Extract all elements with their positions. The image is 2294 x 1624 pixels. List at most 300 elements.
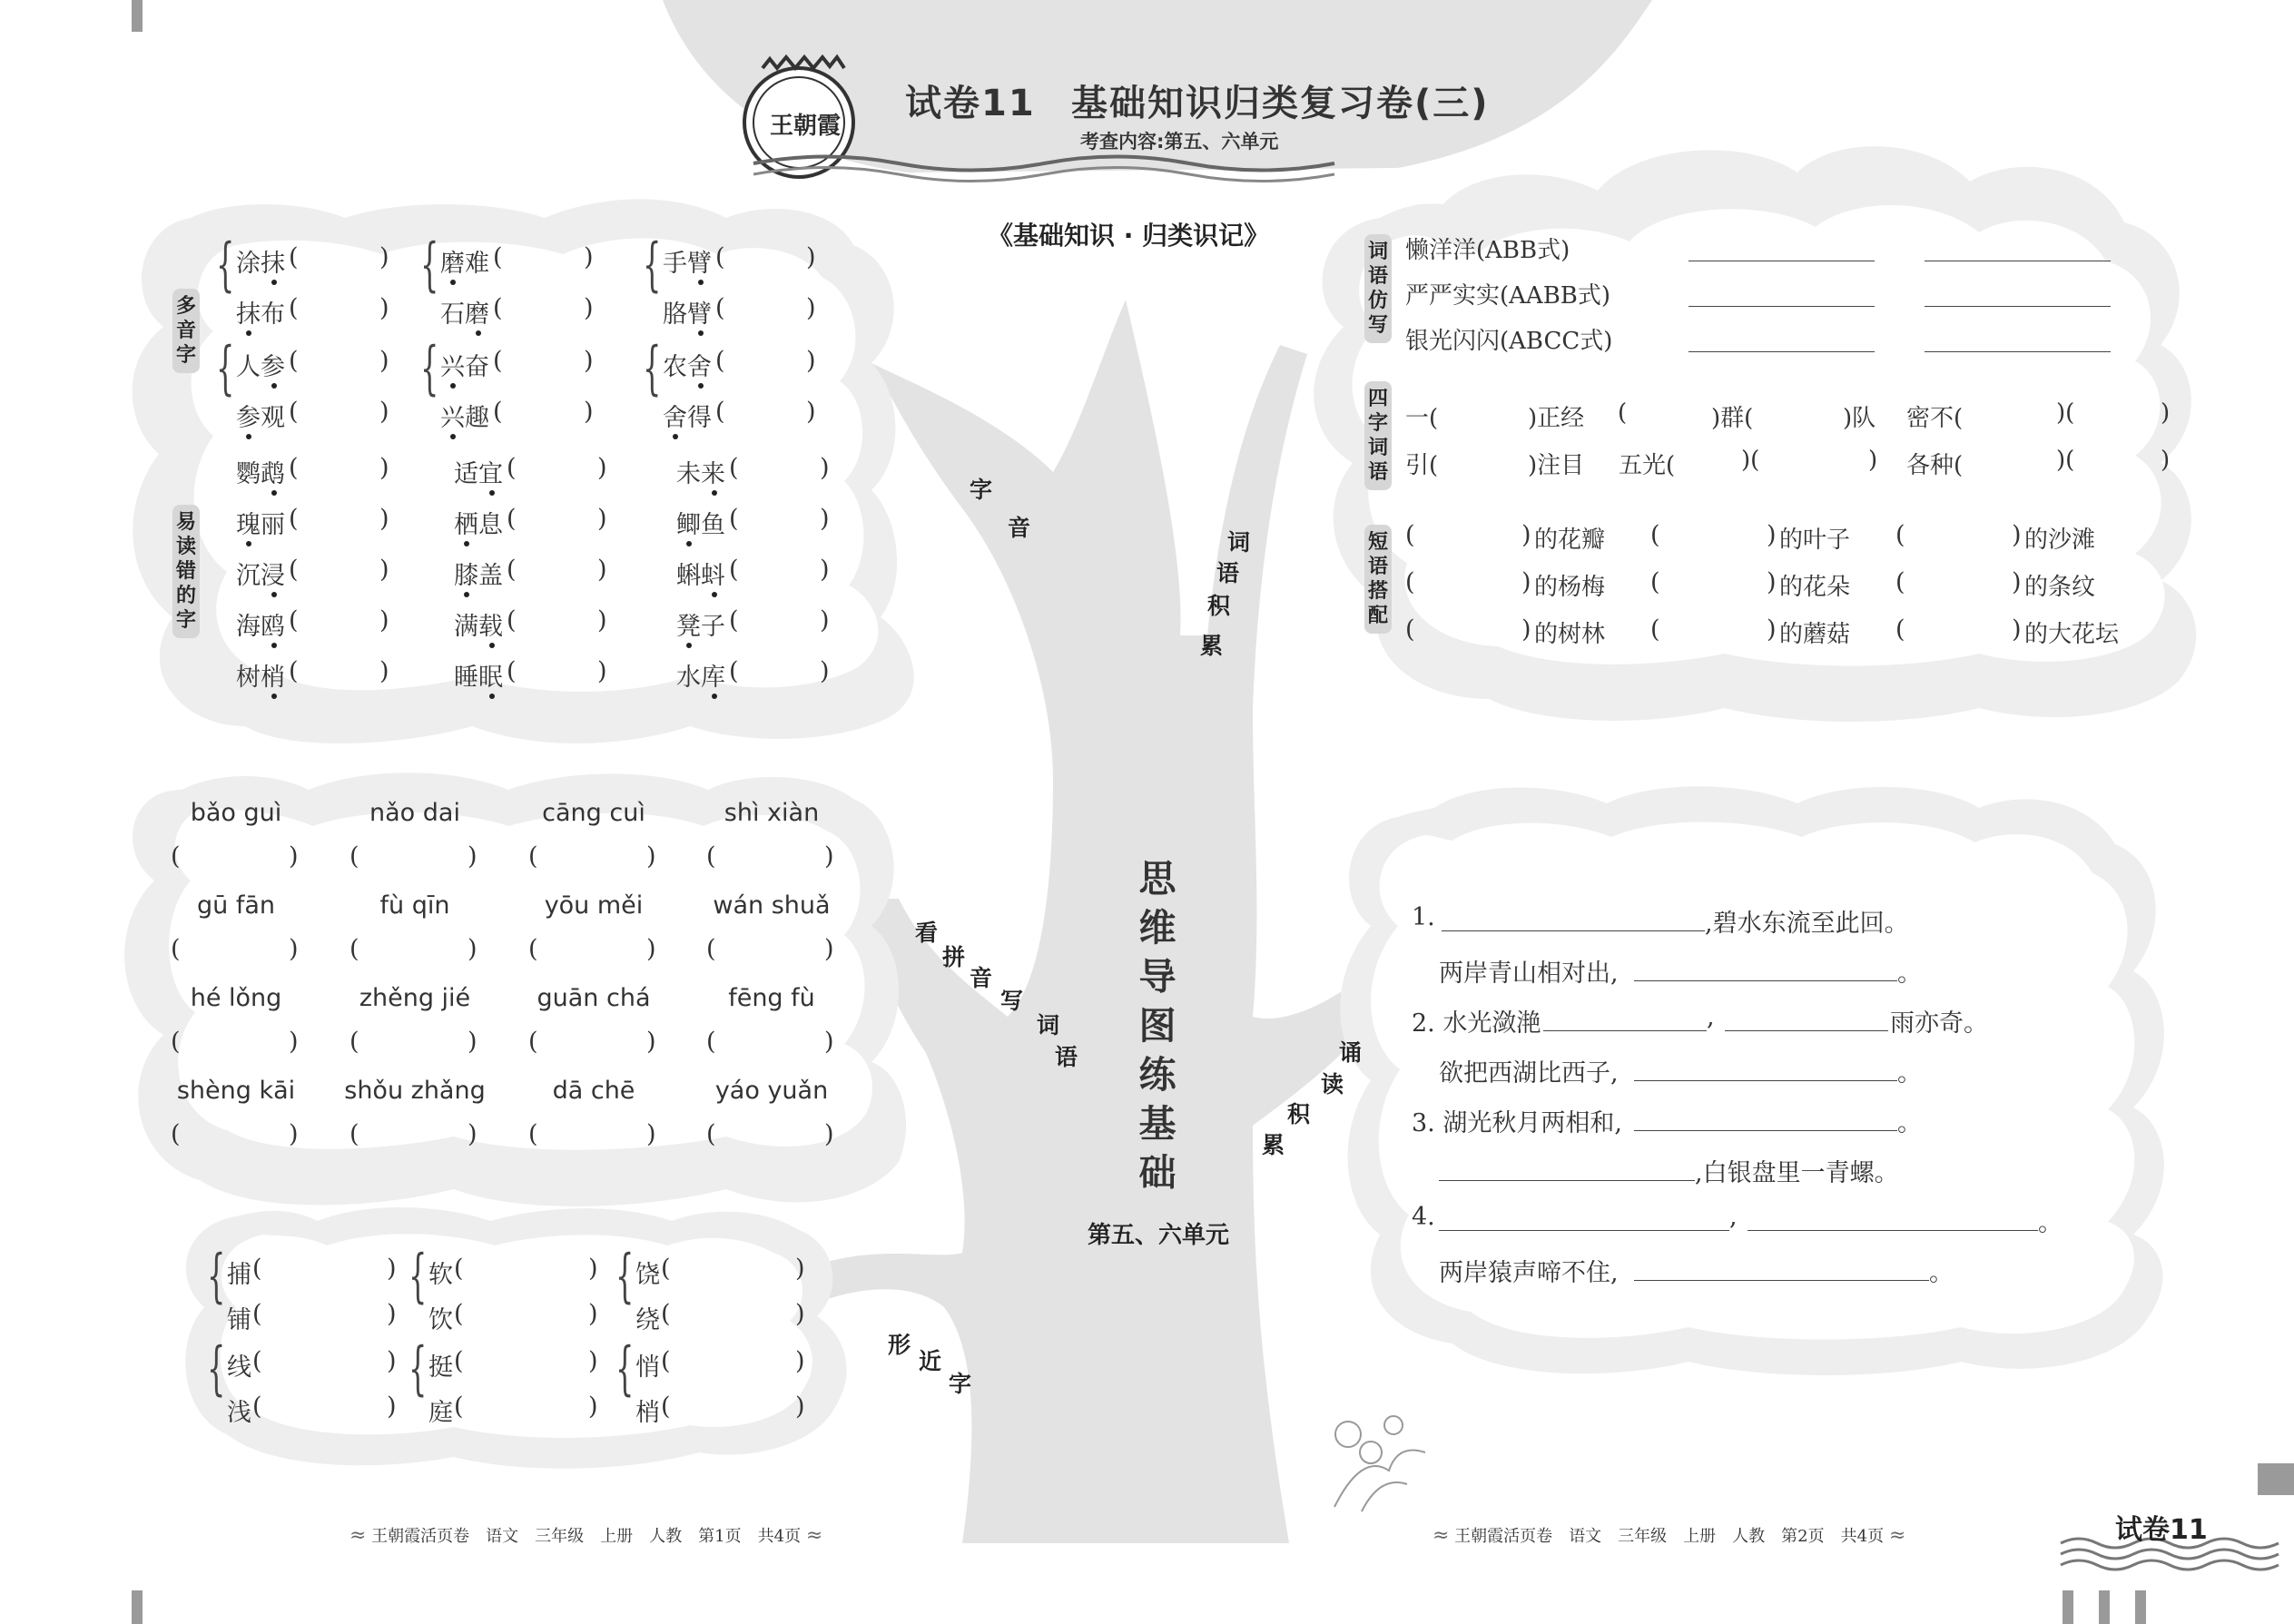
paren-open: ( — [507, 657, 517, 685]
poem-blank-2[interactable] — [1634, 980, 1897, 981]
paren-open: ( — [289, 505, 299, 533]
duanyu-phrase: 的条纹 — [2024, 574, 2096, 601]
duanyu-phrase: 的树林 — [1534, 621, 1606, 648]
sizi-ciyu-label: 四字词语 — [1364, 381, 1392, 490]
duanyu-dapei-label: 短语搭配 — [1364, 525, 1392, 634]
word-item: 瑰丽 — [236, 511, 285, 539]
paren-close: ) — [824, 842, 834, 871]
word-item: 鲫鱼 — [676, 511, 725, 539]
branch-label-char: 近 — [919, 1348, 942, 1374]
answer-blank[interactable] — [742, 559, 820, 586]
paren-close: ) — [597, 657, 607, 685]
duanyu-phrase: 的沙滩 — [2024, 527, 2096, 554]
answer-blank[interactable] — [728, 350, 806, 378]
emphasis-dot — [246, 330, 251, 336]
paren-close: ) — [468, 842, 478, 871]
sizi-row1-part: )( — [2056, 399, 2075, 427]
answer-blank[interactable] — [519, 508, 597, 536]
brace-icon: { — [207, 1335, 226, 1403]
answer-blank[interactable] — [301, 559, 379, 586]
word-item: 睡眠 — [454, 664, 503, 692]
paren-open: ( — [289, 556, 299, 584]
fangxie-prompt: 懒洋洋(ABB式) — [1405, 237, 1570, 264]
paren-close: ) — [597, 606, 607, 635]
laurel-right-icon: 》 — [1244, 221, 1270, 251]
answer-blank[interactable] — [301, 350, 379, 378]
paren-open: ( — [729, 454, 739, 482]
char-item: 挺 — [428, 1353, 453, 1382]
answer-blank[interactable] — [728, 247, 806, 274]
paren-close: ) — [1767, 568, 1777, 596]
word-item: 农舍 — [663, 353, 712, 381]
poem-line-3-end: 雨亦奇。 — [1890, 1009, 1988, 1038]
paren-open: ( — [171, 1120, 181, 1148]
poem-line-8-text: 两岸猿声啼不住, — [1439, 1259, 1619, 1287]
paren-open: ( — [528, 1028, 538, 1056]
fangxie-blank-b[interactable] — [1925, 351, 2111, 352]
answer-blank[interactable] — [742, 610, 820, 637]
yiducuo-label: 易读错的字 — [172, 505, 200, 638]
branch-label-char: 积 — [1207, 593, 1231, 619]
paren-open: ( — [289, 347, 299, 375]
paren-open: ( — [493, 398, 503, 426]
branch-label-char: 写 — [1000, 988, 1024, 1014]
pinyin-answer-blank[interactable] — [724, 939, 815, 966]
answer-blank[interactable] — [742, 661, 820, 688]
duoyinzi-label: 多音字 — [172, 289, 200, 373]
paren-open: ( — [1405, 568, 1415, 596]
paren-open: ( — [350, 1028, 359, 1056]
sizi-row1-part: )正经 — [1528, 405, 1585, 432]
fangxie-prompt: 严严实实(AABB式) — [1405, 282, 1611, 310]
paren-close: ) — [597, 556, 607, 584]
brace-icon: { — [420, 231, 439, 299]
sizi-row2-part: 各种( — [1906, 452, 1964, 479]
poem-blank-3a[interactable] — [1543, 1030, 1707, 1031]
ciyu-fangxie-label: 词语仿写 — [1364, 234, 1392, 343]
answer-blank[interactable] — [506, 350, 584, 378]
paren-close: ) — [820, 454, 830, 482]
trunk-title-char: 练 — [1138, 1053, 1177, 1097]
trunk-title-char: 图 — [1138, 1004, 1177, 1048]
pinyin-answer-blank[interactable] — [368, 939, 458, 966]
answer-blank[interactable] — [468, 1396, 586, 1423]
answer-blank[interactable] — [519, 458, 597, 485]
paren-open: ( — [454, 1300, 464, 1328]
poem-blank-6[interactable] — [1439, 1180, 1695, 1181]
word-item: 海鸥 — [236, 613, 285, 641]
paren-open: ( — [1895, 615, 1905, 644]
paren-close: ) — [646, 1028, 656, 1056]
answer-blank[interactable] — [728, 298, 806, 325]
pinyin-answer-blank[interactable] — [368, 1031, 458, 1058]
answer-blank[interactable] — [468, 1304, 586, 1331]
branch-label-char: 积 — [1287, 1101, 1311, 1127]
brace-icon: { — [615, 1335, 635, 1403]
answer-blank[interactable] — [301, 458, 379, 485]
paper-number: 试卷11 — [905, 83, 1036, 124]
paren-close: ) — [468, 1028, 478, 1056]
page-title: 基础知识归类复习卷(三) — [1071, 83, 1490, 124]
emphasis-dot — [271, 643, 277, 648]
paren-close: ) — [387, 1255, 397, 1283]
branch-label-char: 累 — [1200, 633, 1224, 659]
wave-icon: ≈ — [1888, 1524, 1906, 1547]
answer-blank[interactable] — [506, 401, 584, 428]
brace-icon: { — [216, 335, 235, 402]
word-item: 兴趣 — [440, 404, 489, 432]
answer-blank[interactable] — [675, 1351, 793, 1378]
brace-icon: { — [643, 335, 662, 402]
trunk-title-char: 础 — [1138, 1151, 1177, 1195]
poem-line-6-text: ,白银盘里一青螺。 — [1695, 1159, 1899, 1187]
page-subtitle: 考查内容:第五、六单元 — [1080, 131, 1279, 153]
pinyin-prompt: cāng cuì — [542, 799, 645, 827]
word-item: 满载 — [454, 613, 503, 641]
char-item: 绕 — [635, 1306, 660, 1334]
word-item: 栖息 — [454, 511, 503, 539]
poem-blank-8[interactable] — [1634, 1280, 1929, 1281]
duanyu-phrase: 的杨梅 — [1534, 574, 1606, 601]
branch-label-char: 词 — [1227, 529, 1251, 556]
pinyin-answer-blank[interactable] — [189, 939, 280, 966]
poem-blank-7a[interactable] — [1439, 1230, 1729, 1231]
paren-open: ( — [661, 1393, 671, 1421]
paren-open: ( — [252, 1300, 262, 1328]
trunk-title-char: 维 — [1138, 906, 1177, 950]
paren-close: ) — [646, 935, 656, 963]
emphasis-dot — [698, 330, 704, 336]
paren-open: ( — [729, 657, 739, 685]
wave-icon: ≈ — [350, 1524, 367, 1547]
fangxie-blank-a[interactable] — [1689, 306, 1875, 307]
paren-open: ( — [350, 842, 359, 871]
paren-open: ( — [1895, 521, 1905, 549]
char-item: 线 — [227, 1353, 251, 1382]
paren-open: ( — [493, 243, 503, 271]
paren-close: ) — [1521, 615, 1531, 644]
duanyu-phrase: 的花瓣 — [1534, 527, 1606, 554]
pinyin-answer-blank[interactable] — [368, 846, 458, 873]
paren-open: ( — [715, 243, 725, 271]
trunk-title-char: 导 — [1138, 955, 1177, 999]
paren-close: ) — [387, 1300, 397, 1328]
pinyin-prompt: fù qīn — [379, 891, 450, 920]
paren-close: ) — [646, 842, 656, 871]
paren-open: ( — [454, 1255, 464, 1283]
answer-blank[interactable] — [675, 1304, 793, 1331]
pinyin-answer-blank[interactable] — [368, 1124, 458, 1151]
emphasis-dot — [686, 541, 692, 546]
pinyin-answer-blank[interactable] — [724, 1124, 815, 1151]
paren-close: ) — [584, 294, 594, 322]
answer-blank[interactable] — [675, 1258, 793, 1285]
sizi-row2-part: )( — [1741, 447, 1760, 474]
paren-close: ) — [1767, 615, 1777, 644]
emphasis-dot — [698, 280, 704, 285]
poem-line-7-comma: , — [1729, 1203, 1738, 1231]
sizi-row2-part: 引( — [1405, 452, 1439, 479]
paren-close: ) — [795, 1393, 805, 1421]
answer-blank[interactable] — [506, 247, 584, 274]
poem-line-5-text: 3. 湖光秋月两相和, — [1412, 1109, 1622, 1137]
pinyin-answer-blank[interactable] — [189, 1124, 280, 1151]
word-item: 沉浸 — [236, 562, 285, 590]
answer-blank[interactable] — [742, 458, 820, 485]
paren-close: ) — [584, 243, 594, 271]
poem-blank-5[interactable] — [1634, 1130, 1897, 1131]
paren-open: ( — [507, 505, 517, 533]
answer-blank[interactable] — [267, 1258, 385, 1285]
footer-left: ≈ 王朝霞活页卷 语文 三年级 上册 人教 第1页 共4页 ≈ — [350, 1524, 823, 1547]
paren-close: ) — [387, 1347, 397, 1375]
paren-close: ) — [2012, 521, 2022, 549]
branch-label-char: 读 — [1321, 1071, 1344, 1097]
word-item: 参观 — [236, 404, 285, 432]
answer-blank[interactable] — [301, 661, 379, 688]
poem-line-4-text: 欲把西湖比西子, — [1439, 1059, 1619, 1088]
sizi-row2-part: ) — [1868, 447, 1878, 474]
emphasis-dot — [712, 592, 717, 597]
emphasis-dot — [464, 541, 469, 546]
pinyin-prompt: yōu měi — [544, 891, 644, 920]
paren-open: ( — [1650, 521, 1660, 549]
poem-blank-1[interactable] — [1442, 930, 1705, 931]
branch-label-char: 诵 — [1339, 1039, 1363, 1066]
paren-close: ) — [379, 505, 389, 533]
paren-open: ( — [171, 935, 181, 963]
emphasis-dot — [271, 280, 277, 285]
emphasis-dot — [271, 592, 277, 597]
answer-blank[interactable] — [301, 401, 379, 428]
duanyu-phrase: 的大花坛 — [2024, 621, 2120, 648]
paren-close: ) — [588, 1255, 598, 1283]
paren-close: ) — [820, 556, 830, 584]
brace-icon: { — [615, 1243, 635, 1310]
char-item: 浅 — [227, 1399, 251, 1427]
branch-label-char: 字 — [970, 477, 993, 503]
laurel-left-icon: 《 — [988, 221, 1014, 251]
paren-close: ) — [820, 606, 830, 635]
pinyin-prompt: nǎo dai — [369, 799, 460, 827]
answer-blank[interactable] — [267, 1304, 385, 1331]
paren-open: ( — [454, 1393, 464, 1421]
word-item: 手臂 — [663, 250, 712, 278]
paren-close: ) — [468, 935, 478, 963]
pinyin-answer-blank[interactable] — [546, 846, 637, 873]
paren-open: ( — [252, 1255, 262, 1283]
paren-open: ( — [1405, 521, 1415, 549]
emphasis-dot — [686, 643, 692, 648]
paren-open: ( — [661, 1300, 671, 1328]
pinyin-answer-blank[interactable] — [546, 1124, 637, 1151]
paren-close: ) — [1521, 521, 1531, 549]
paren-open: ( — [715, 347, 725, 375]
paren-open: ( — [350, 1120, 359, 1148]
poem-line-8-end: 。 — [1929, 1259, 1954, 1287]
word-item: 涂抹 — [236, 250, 285, 278]
paren-close: ) — [806, 347, 816, 375]
paren-close: ) — [379, 657, 389, 685]
answer-blank[interactable] — [675, 1396, 793, 1423]
brace-icon: { — [216, 231, 235, 299]
sizi-row1-part: )队 — [1843, 405, 1876, 432]
poem-blank-7b[interactable] — [1748, 1230, 2038, 1231]
answer-blank[interactable] — [267, 1351, 385, 1378]
paren-open: ( — [289, 243, 299, 271]
branch-label-char: 语 — [1055, 1044, 1078, 1070]
trunk-title-char: 基 — [1138, 1102, 1177, 1146]
word-item: 树梢 — [236, 664, 285, 692]
paren-close: ) — [379, 243, 389, 271]
emphasis-dot — [271, 694, 277, 699]
paren-close: ) — [646, 1120, 656, 1148]
sizi-row1-part: 一( — [1405, 405, 1439, 432]
answer-blank[interactable] — [728, 401, 806, 428]
emphasis-dot — [673, 434, 678, 439]
logo-text: 王朝霞 — [770, 113, 842, 140]
word-item: 人参 — [236, 353, 285, 381]
brace-icon: { — [420, 335, 439, 402]
poem-line-7-end: 。 — [2038, 1209, 2063, 1237]
paren-close: ) — [795, 1255, 805, 1283]
duanyu-phrase: 的叶子 — [1779, 527, 1851, 554]
paren-open: ( — [715, 398, 725, 426]
poem-line-5-end: 。 — [1897, 1109, 1922, 1137]
poem-blank-4[interactable] — [1634, 1080, 1897, 1081]
paren-close: ) — [1767, 521, 1777, 549]
branch-label-char: 字 — [949, 1371, 972, 1397]
poem-line-7-num: 4. — [1412, 1203, 1435, 1231]
answer-blank[interactable] — [519, 610, 597, 637]
paren-open: ( — [289, 606, 299, 635]
paper-badge: 试卷11 — [2115, 1514, 2208, 1546]
paren-close: ) — [379, 606, 389, 635]
paren-open: ( — [661, 1255, 671, 1283]
paren-open: ( — [1650, 568, 1660, 596]
answer-blank[interactable] — [267, 1396, 385, 1423]
fangxie-blank-a[interactable] — [1689, 351, 1875, 352]
paren-open: ( — [507, 556, 517, 584]
paren-open: ( — [171, 842, 181, 871]
poem-line-2-end: 。 — [1897, 960, 1922, 988]
pinyin-prompt: shì xiàn — [724, 799, 820, 827]
answer-blank[interactable] — [301, 610, 379, 637]
paren-close: ) — [824, 1028, 834, 1056]
char-item: 悄 — [635, 1353, 660, 1382]
paren-open: ( — [350, 935, 359, 963]
paren-open: ( — [528, 842, 538, 871]
poem-line-1-num: 1. — [1412, 903, 1435, 931]
word-item: 抹布 — [236, 300, 285, 329]
char-item: 铺 — [227, 1306, 251, 1334]
answer-blank[interactable] — [468, 1351, 586, 1378]
poem-line-4-end: 。 — [1897, 1059, 1922, 1088]
paren-close: ) — [597, 454, 607, 482]
paren-close: ) — [820, 657, 830, 685]
answer-blank[interactable] — [468, 1258, 586, 1285]
paren-open: ( — [507, 454, 517, 482]
paren-open: ( — [171, 1028, 181, 1056]
emphasis-dot — [450, 280, 456, 285]
pinyin-prompt: shǒu zhǎng — [344, 1077, 486, 1105]
answer-blank[interactable] — [301, 508, 379, 536]
brace-icon: { — [409, 1335, 428, 1403]
branch-label-char: 看 — [915, 920, 939, 946]
emphasis-dot — [489, 643, 495, 648]
emphasis-dot — [246, 434, 251, 439]
wave-icon: ≈ — [805, 1524, 823, 1547]
paren-close: ) — [597, 505, 607, 533]
paren-open: ( — [528, 935, 538, 963]
pinyin-prompt: wán shuǎ — [713, 891, 831, 920]
char-item: 庭 — [428, 1399, 453, 1427]
paren-open: ( — [289, 294, 299, 322]
word-item: 适宜 — [454, 460, 503, 488]
pinyin-answer-blank[interactable] — [189, 846, 280, 873]
paren-open: ( — [454, 1347, 464, 1375]
answer-blank[interactable] — [301, 247, 379, 274]
paren-open: ( — [706, 1120, 716, 1148]
paren-open: ( — [289, 454, 299, 482]
paren-open: ( — [289, 398, 299, 426]
word-item: 蝌蚪 — [676, 562, 725, 590]
paren-close: ) — [584, 347, 594, 375]
branch-label-char: 累 — [1262, 1132, 1285, 1158]
answer-blank[interactable] — [519, 559, 597, 586]
paren-open: ( — [706, 1028, 716, 1056]
pinyin-answer-blank[interactable] — [724, 846, 815, 873]
word-item: 兴奋 — [440, 353, 489, 381]
emphasis-dot — [489, 490, 495, 496]
branch-label-char: 语 — [1216, 560, 1240, 586]
paren-close: ) — [588, 1300, 598, 1328]
answer-blank[interactable] — [301, 298, 379, 325]
branch-label-char: 音 — [1008, 515, 1031, 541]
branch-label-char: 音 — [970, 965, 993, 991]
sizi-row1-part: )群( — [1711, 405, 1754, 432]
paren-open: ( — [715, 294, 725, 322]
paren-close: ) — [806, 294, 816, 322]
pinyin-answer-blank[interactable] — [546, 939, 637, 966]
answer-blank[interactable] — [506, 298, 584, 325]
char-item: 饮 — [428, 1306, 453, 1334]
duanyu-phrase: 的花朵 — [1779, 574, 1851, 601]
answer-blank[interactable] — [519, 661, 597, 688]
emphasis-dot — [271, 383, 277, 389]
answer-blank[interactable] — [742, 508, 820, 536]
emphasis-dot — [698, 383, 704, 389]
word-item: 凳子 — [676, 613, 725, 641]
brace-icon: { — [643, 231, 662, 299]
poem-line-2-text: 两岸青山相对出, — [1439, 960, 1619, 988]
pinyin-prompt: shèng kāi — [176, 1077, 296, 1105]
poem-blank-3b[interactable] — [1725, 1030, 1888, 1031]
pinyin-prompt: dā chē — [552, 1077, 635, 1105]
paren-close: ) — [379, 347, 389, 375]
branch-label-char: 拼 — [942, 944, 966, 970]
paren-close: ) — [289, 935, 299, 963]
paren-close: ) — [584, 398, 594, 426]
word-item: 胳臂 — [663, 300, 712, 329]
pinyin-answer-blank[interactable] — [546, 1031, 637, 1058]
paren-close: ) — [379, 294, 389, 322]
paren-close: ) — [820, 505, 830, 533]
pinyin-answer-blank[interactable] — [724, 1031, 815, 1058]
pinyin-answer-blank[interactable] — [189, 1031, 280, 1058]
fangxie-blank-b[interactable] — [1925, 306, 2111, 307]
sizi-row1-part: 密不( — [1906, 405, 1964, 432]
